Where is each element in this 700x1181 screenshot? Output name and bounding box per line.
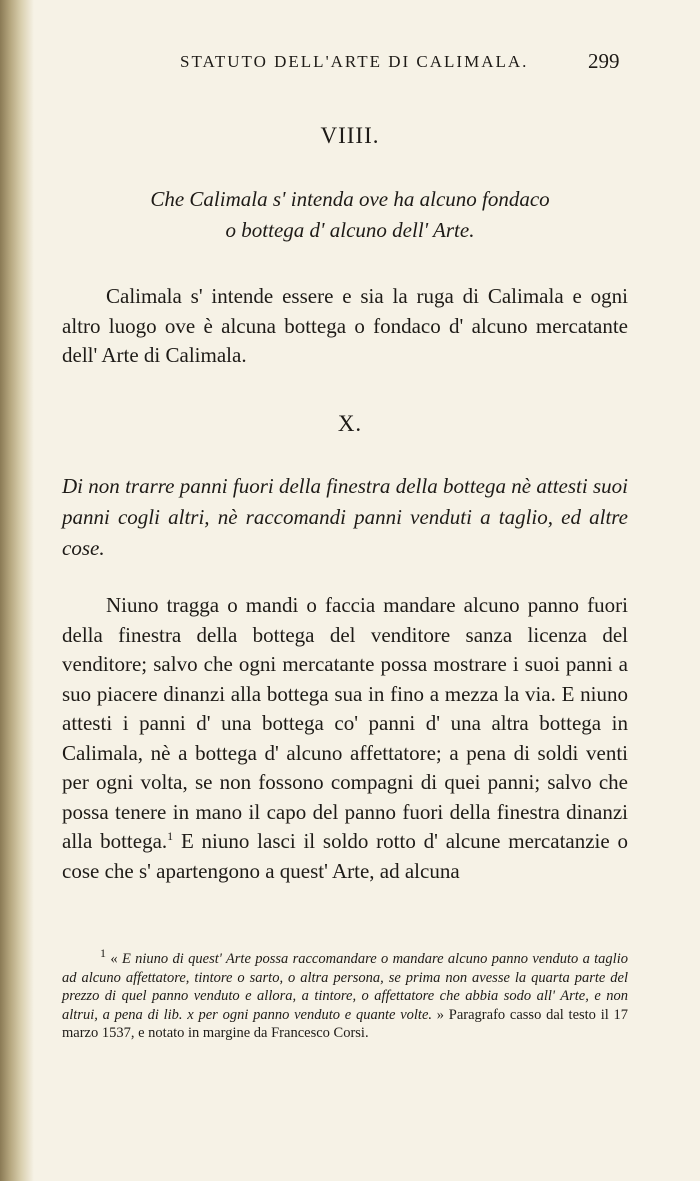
section-text-x-part2: E niuno lasci il soldo rotto d' alcune mercatanzie o cose che s' apartengono a quest' Arte, ad alcuna (62, 829, 628, 883)
section-text-x-part1: Niuno tragga o mandi o faccia mandare alcuno panno fuori della finestra della bottega del venditore sanza licenza del venditore; salvo che ogni mercatante possa mostrare i suoi panni a suo piacere dinanzi alla bottega sua in fino a mezza la via. E niuno attesti i panni d' una bottega co' panni d' una altra bottega in Calimala, nè a bottega d' alcuno affettatore; a pena di soldi venti per ogni volta, se non fossono compagni di quei panni; salvo che possa tenere in mano il capo del panno fuori della finestra dinanzi alla bottega. (62, 593, 628, 853)
page-number: 299 (588, 49, 620, 73)
footnote-reference: 1 (167, 829, 174, 843)
footnote-quoted-text: E niuno di quest' Arte possa raccomandare o mandare alcuno panno venduto a taglio ad alcuno affettatore, tintore o sarto, o altra persona, se prima non avesse la quarta parte del prezzo di quel panno venduto e allora, a tintore, o affettatore che abbia sodo all' Arte, e non altrui, a pena di lib. x per ogni panno venduto e quante volte. (62, 951, 628, 1023)
section-heading-x: X. (337, 411, 363, 436)
running-title: STATUTO DELL'ARTE DI CALIMALA. (180, 52, 529, 71)
section-rubric-x-text: Di non trarre panni fuori della finestra della bottega nè attesti suoi panni cogli altri, nè raccomandi panni venduti a taglio, ed altre cose. (62, 474, 628, 560)
section-heading-viiii: VIIII. (320, 123, 380, 148)
section-text-x (62, 591, 628, 886)
footnote (62, 946, 629, 1043)
footnote-editorial-note: » Paragrafo casso dal testo il 17 marzo 1537, e notato in margine da Francesco Corsi. (62, 1006, 629, 1041)
footnote-quote-open: « (110, 951, 118, 967)
footnote-marker: 1 (100, 946, 106, 961)
section-rubric-x (62, 471, 628, 564)
section-rubric-viiii-line2: o bottega d' alcuno dell' Arte. (225, 218, 475, 242)
section-rubric-viiii-line1: Che Calimala s' intenda ove ha alcuno fondaco (150, 187, 550, 211)
section-text-viiii: Calimala s' intende essere e sia la ruga di Calimala e ogni altro luogo ove è alcuna bottega o fondaco d' alcuno mercatante dell' Arte di Calimala. (62, 284, 628, 367)
